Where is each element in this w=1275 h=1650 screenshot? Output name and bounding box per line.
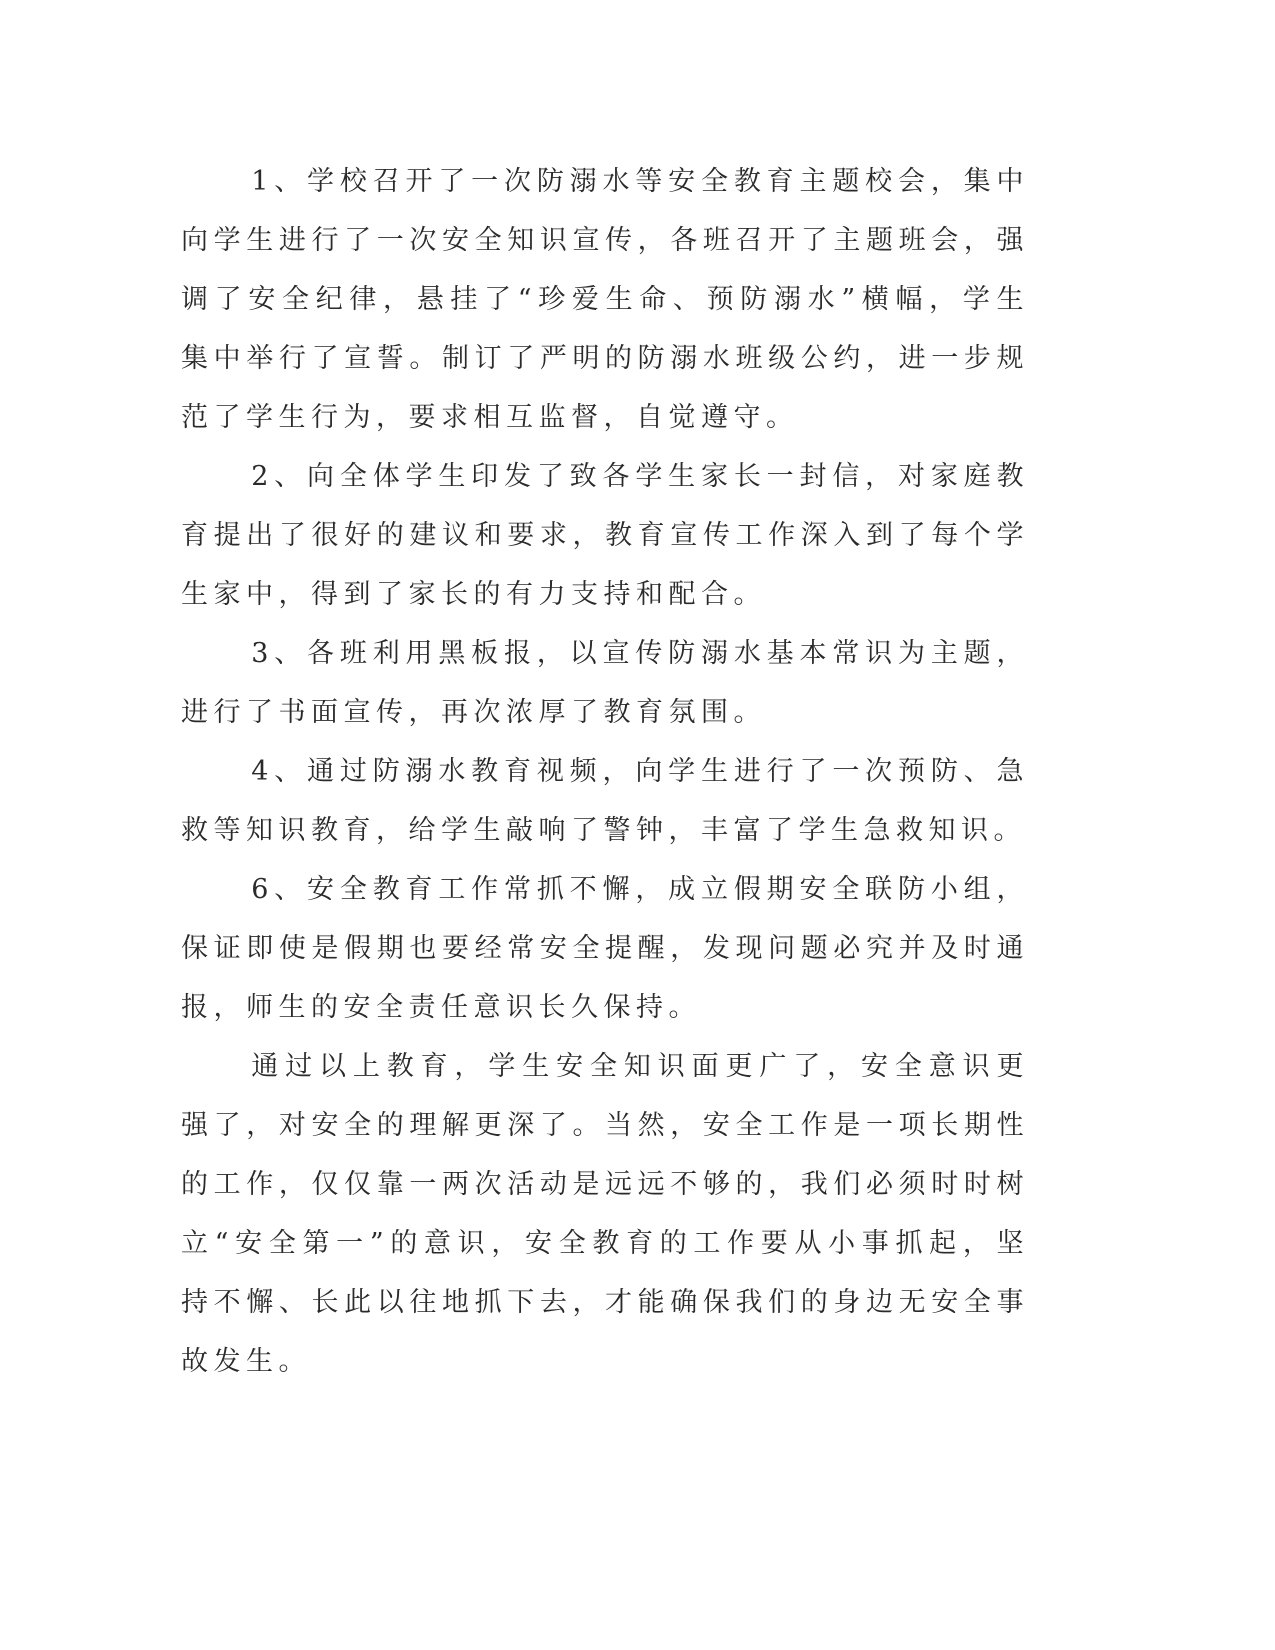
paragraph-1: 1、学校召开了一次防溺水等安全教育主题校会，集中向学生进行了一次安全知识宣传，各班召开了主题班会，强调了安全纪律，悬挂了“珍爱生命、预防溺水”横幅，学生集中举行了宣誓。制订了严明的防溺水班级公约，进一步规范了学生行为，要求相互监督，自觉遵守。 <box>181 166 1029 433</box>
paragraph-4: 4、通过防溺水教育视频，向学生进行了一次预防、急救等知识教育，给学生敲响了警钟，丰富了学生急救知识。 <box>181 756 1029 846</box>
paragraph-6: 6、安全教育工作常抓不懈，成立假期安全联防小组，保证即使是假期也要经常安全提醒，发现问题必究并及时通报，师生的安全责任意识长久保持。 <box>181 874 1029 1023</box>
paragraph-conclusion: 通过以上教育，学生安全知识面更广了，安全意识更强了，对安全的理解更深了。当然，安全工作是一项长期性的工作，仅仅靠一两次活动是远远不够的，我们必须时时树立“安全第一”的意识，安全教育的工作要从小事抓起，坚持不懈、长此以往地抓下去，才能确保我们的身边无安全事故发生。 <box>181 1051 1029 1377</box>
paragraph-3: 3、各班利用黑板报，以宣传防溺水基本常识为主题，进行了书面宣传，再次浓厚了教育氛围。 <box>181 638 1029 728</box>
paragraph-2: 2、向全体学生印发了致各学生家长一封信，对家庭教育提出了很好的建议和要求，教育宣传工作深入到了每个学生家中，得到了家长的有力支持和配合。 <box>181 461 1029 610</box>
document-body <box>181 152 1029 1391</box>
